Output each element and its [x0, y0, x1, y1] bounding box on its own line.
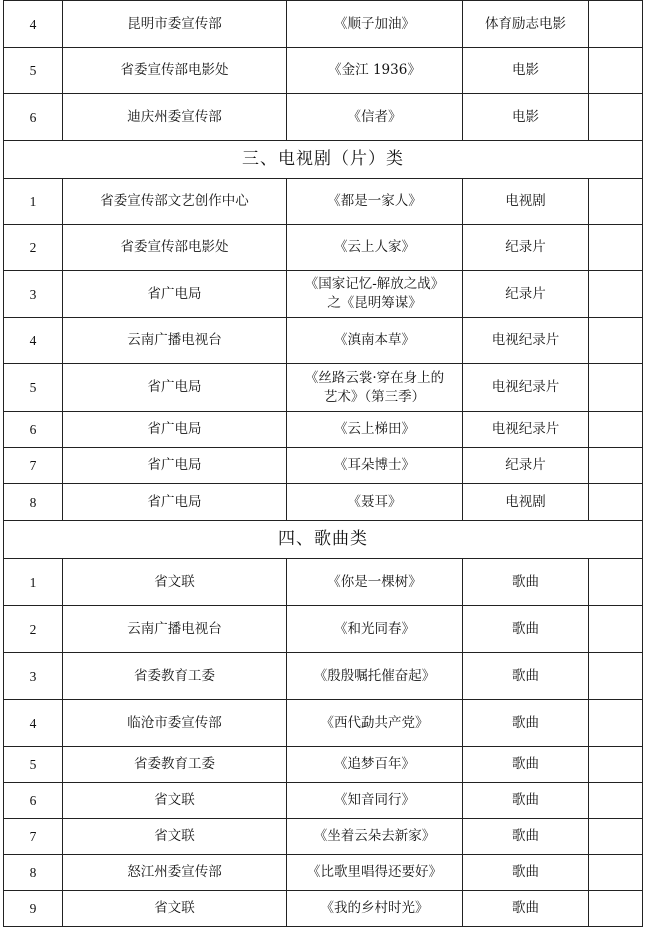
- submitting-organization: 省广电局: [63, 448, 287, 484]
- work-title: 《追梦百年》: [287, 747, 463, 783]
- table-row: [4, 819, 643, 855]
- submitting-organization: 云南广播电视台: [63, 606, 287, 653]
- work-category: 歌曲: [463, 606, 589, 653]
- work-category: 歌曲: [463, 855, 589, 891]
- table-row: [4, 271, 643, 318]
- row-number: 2: [4, 606, 63, 653]
- submitting-organization: 省广电局: [63, 412, 287, 448]
- work-title: 《西代勐共产党》: [287, 700, 463, 747]
- work-category: 歌曲: [463, 747, 589, 783]
- row-number: 5: [4, 747, 63, 783]
- submitting-organization: 省文联: [63, 783, 287, 819]
- submitting-organization: 省文联: [63, 559, 287, 606]
- submitting-organization: 省委宣传部电影处: [63, 48, 287, 94]
- empty-cell: [589, 653, 643, 700]
- table-row: [4, 94, 643, 141]
- row-number: 6: [4, 412, 63, 448]
- table-row: [4, 412, 643, 448]
- empty-cell: [589, 855, 643, 891]
- work-title: 《云上人家》: [287, 225, 463, 271]
- table-row: [4, 179, 643, 225]
- table-row: [4, 700, 643, 747]
- work-title: 《比歌里唱得还要好》: [287, 855, 463, 891]
- work-category: 纪录片: [463, 271, 589, 318]
- row-number: 1: [4, 559, 63, 606]
- row-number: 6: [4, 94, 63, 141]
- work-title: 《都是一家人》: [287, 179, 463, 225]
- work-title: 《顺子加油》: [287, 1, 463, 48]
- empty-cell: [589, 891, 643, 927]
- work-title: 《滇南本草》: [287, 318, 463, 364]
- work-category: 歌曲: [463, 559, 589, 606]
- work-category: 电影: [463, 94, 589, 141]
- submitting-organization: 省委教育工委: [63, 653, 287, 700]
- work-title: 《坐着云朵去新家》: [287, 819, 463, 855]
- work-category: 电视纪录片: [463, 318, 589, 364]
- submitting-organization: 省委宣传部电影处: [63, 225, 287, 271]
- table-row: [4, 747, 643, 783]
- row-number: 8: [4, 484, 63, 521]
- submitting-organization: 省文联: [63, 891, 287, 927]
- work-title-line: 《丝路云裳·穿在身上的: [304, 369, 445, 386]
- work-category: 歌曲: [463, 700, 589, 747]
- work-category: 电视剧: [463, 179, 589, 225]
- table-row: [4, 364, 643, 412]
- work-category: 电影: [463, 48, 589, 94]
- empty-cell: [589, 1, 643, 48]
- table-row: [4, 448, 643, 484]
- submitting-organization: 迪庆州委宣传部: [63, 94, 287, 141]
- table-row: [4, 484, 643, 521]
- work-title: 《金江 1936》: [287, 48, 463, 94]
- submitting-organization: 省广电局: [63, 364, 287, 412]
- row-number: 9: [4, 891, 63, 927]
- empty-cell: [589, 225, 643, 271]
- empty-cell: [589, 364, 643, 412]
- submitting-organization: 省委教育工委: [63, 747, 287, 783]
- empty-cell: [589, 700, 643, 747]
- empty-cell: [589, 484, 643, 521]
- submitting-organization: 怒江州委宣传部: [63, 855, 287, 891]
- table-row: [4, 783, 643, 819]
- section-header-row: [4, 521, 643, 559]
- work-title: 《信者》: [287, 94, 463, 141]
- row-number: 2: [4, 225, 63, 271]
- work-title: 《云上梯田》: [287, 412, 463, 448]
- work-category: 体育励志电影: [463, 1, 589, 48]
- row-number: 8: [4, 855, 63, 891]
- table-row: [4, 606, 643, 653]
- work-title-line: 《国家记忆-解放之战》: [304, 276, 445, 292]
- empty-cell: [589, 747, 643, 783]
- work-title: 《你是一棵树》: [287, 559, 463, 606]
- row-number: 4: [4, 318, 63, 364]
- submitting-organization: 省委宣传部文艺创作中心: [63, 179, 287, 225]
- table-row: [4, 225, 643, 271]
- row-number: 7: [4, 448, 63, 484]
- table-row: [4, 48, 643, 94]
- empty-cell: [589, 448, 643, 484]
- submitting-organization: 省广电局: [63, 271, 287, 318]
- row-number: 6: [4, 783, 63, 819]
- empty-cell: [589, 48, 643, 94]
- row-number: 4: [4, 700, 63, 747]
- empty-cell: [589, 412, 643, 448]
- empty-cell: [589, 318, 643, 364]
- work-category: 歌曲: [463, 783, 589, 819]
- empty-cell: [589, 606, 643, 653]
- row-number: 4: [4, 1, 63, 48]
- work-category: 电视纪录片: [463, 364, 589, 412]
- work-category: 纪录片: [463, 225, 589, 271]
- row-number: 5: [4, 364, 63, 412]
- work-title-line: 之《昆明筹谋》: [327, 295, 422, 311]
- work-title-line: 艺术》（第三季）: [323, 388, 426, 405]
- empty-cell: [589, 94, 643, 141]
- award-list-table: [3, 0, 643, 927]
- table-row: [4, 855, 643, 891]
- work-title: 《知音同行》: [287, 783, 463, 819]
- submitting-organization: 省广电局: [63, 484, 287, 521]
- table-row: [4, 891, 643, 927]
- row-number: 7: [4, 819, 63, 855]
- row-number: 5: [4, 48, 63, 94]
- work-category: 电视剧: [463, 484, 589, 521]
- work-title: [287, 364, 463, 412]
- work-category: 纪录片: [463, 448, 589, 484]
- empty-cell: [589, 819, 643, 855]
- submitting-organization: 云南广播电视台: [63, 318, 287, 364]
- section-title: 三、电视剧（片）类: [4, 141, 643, 179]
- empty-cell: [589, 559, 643, 606]
- work-category: 歌曲: [463, 819, 589, 855]
- row-number: 1: [4, 179, 63, 225]
- work-category: 歌曲: [463, 891, 589, 927]
- table-row: [4, 653, 643, 700]
- row-number: 3: [4, 653, 63, 700]
- work-category: 歌曲: [463, 653, 589, 700]
- submitting-organization: 省文联: [63, 819, 287, 855]
- work-category: 电视纪录片: [463, 412, 589, 448]
- work-title: 《殷殷嘱托催奋起》: [287, 653, 463, 700]
- table-row: [4, 559, 643, 606]
- table-body: [4, 1, 643, 927]
- empty-cell: [589, 179, 643, 225]
- submitting-organization: 昆明市委宣传部: [63, 1, 287, 48]
- work-title: 《聂耳》: [287, 484, 463, 521]
- table-row: [4, 318, 643, 364]
- section-title: 四、歌曲类: [4, 521, 643, 559]
- empty-cell: [589, 271, 643, 318]
- work-title: 《和光同春》: [287, 606, 463, 653]
- work-title: [287, 271, 463, 318]
- row-number: 3: [4, 271, 63, 318]
- section-header-row: [4, 141, 643, 179]
- submitting-organization: 临沧市委宣传部: [63, 700, 287, 747]
- work-title: 《我的乡村时光》: [287, 891, 463, 927]
- work-title: 《耳朵博士》: [287, 448, 463, 484]
- table-row: [4, 1, 643, 48]
- empty-cell: [589, 783, 643, 819]
